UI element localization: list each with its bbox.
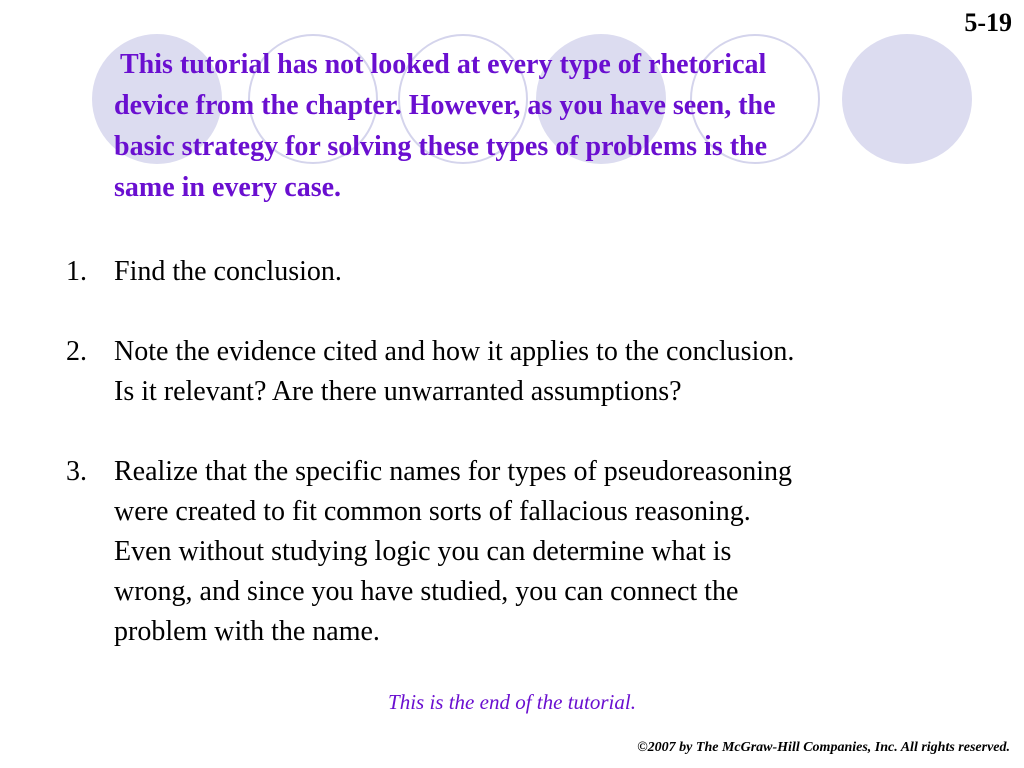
step-number: 2.	[66, 336, 87, 367]
end-of-tutorial-note: This is the end of the tutorial.	[388, 690, 636, 714]
intro-line-2: device from the chapter. However, as you have seen, the	[114, 90, 776, 121]
step-text-line: Even without studying logic you can determine what is	[114, 536, 732, 567]
step-text-line: problem with the name.	[114, 616, 380, 647]
steps-list	[66, 252, 966, 692]
step-item-1	[66, 252, 966, 292]
step-text-line: Note the evidence cited and how it applies to the conclusion.	[114, 336, 795, 367]
step-text-line: wrong, and since you have studied, you can connect the	[114, 576, 739, 607]
step-number: 1.	[66, 256, 87, 287]
intro-paragraph	[114, 44, 954, 208]
intro-line-3: basic strategy for solving these types of problems is the	[114, 131, 768, 162]
step-number: 3.	[66, 456, 87, 487]
step-item-3	[66, 452, 966, 652]
step-text-line: Realize that the specific names for types of pseudoreasoning	[114, 456, 792, 487]
step-item-2	[66, 332, 966, 412]
step-text-line: Find the conclusion.	[114, 256, 342, 287]
copyright-notice: ©2007 by The McGraw-Hill Companies, Inc. All rights reserved.	[637, 740, 1010, 755]
step-text-line: were created to fit common sorts of fallacious reasoning.	[114, 496, 751, 527]
slide-number: 5-19	[964, 8, 1012, 37]
intro-line-1: This tutorial has not looked at every type of rhetorical	[120, 49, 767, 80]
intro-line-4: same in every case.	[114, 172, 342, 203]
step-text-line: Is it relevant? Are there unwarranted assumptions?	[114, 376, 682, 407]
